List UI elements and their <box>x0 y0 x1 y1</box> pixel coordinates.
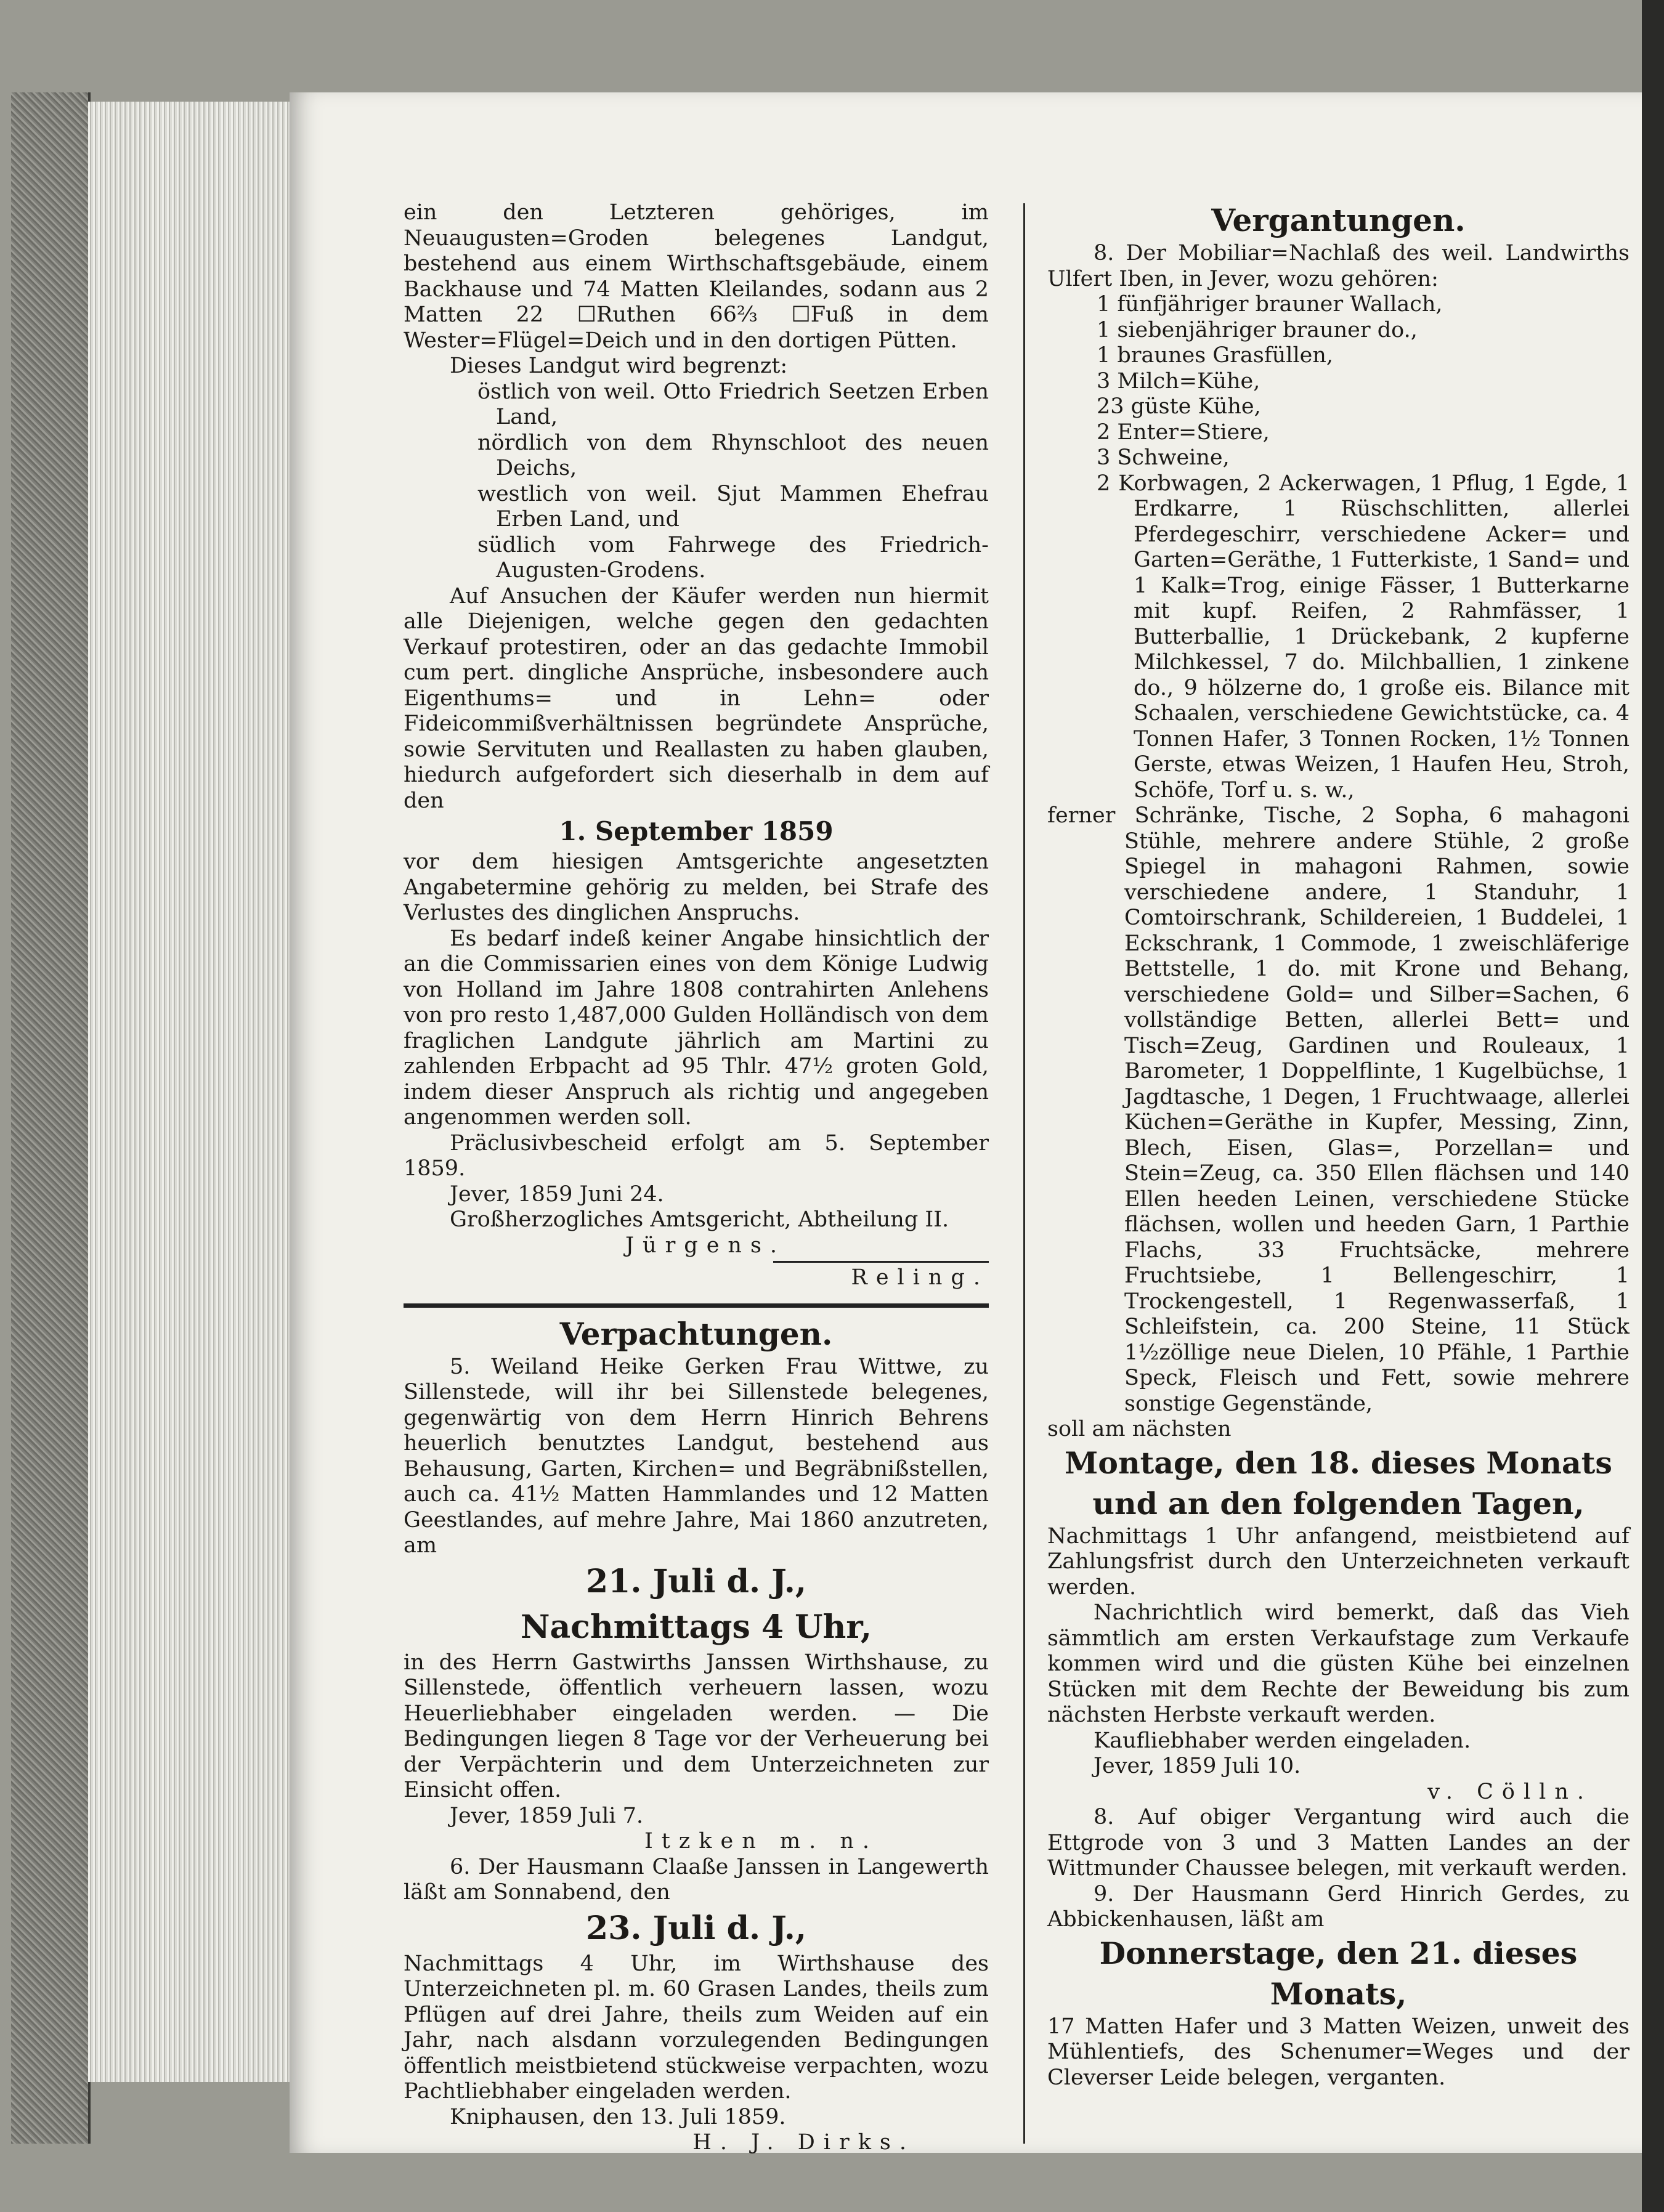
boundary-south: südlich vom Fahrwege des Friedrich-Augusten-Grodens. <box>477 532 989 583</box>
section-divider <box>404 1303 989 1308</box>
right-column <box>1047 200 1630 2091</box>
paragraph: soll am nächsten <box>1047 1417 1232 1441</box>
paragraph: 8. Auf obiger Vergantung wird auch die Ettgrode von 3 und 3 Matten Landes an der Wittmunder Chaussee belegen, mit verkauft werden. <box>1047 1805 1630 1881</box>
section-heading: Verpachtungen. <box>559 1315 833 1352</box>
list-item: 1 fünfjähriger brauner Wallach, <box>1097 292 1443 317</box>
list-item: 3 Schweine, <box>1097 445 1230 470</box>
paragraph: Nachmittags 1 Uhr anfangend, meistbietend auf Zahlungsfrist durch den Unterzeichneten verkauft werden. <box>1047 1523 1630 1600</box>
place-date: Jever, 1859 Juli 7. <box>450 1803 644 1828</box>
paragraph: vor dem hiesigen Amtsgerichte angesetzten Angabetermine gehörig zu melden, bei Strafe des Verlustes des dinglichen Anspruchs. <box>404 849 989 925</box>
left-column <box>404 200 989 2156</box>
date-heading: 21. Juli d. J., <box>586 1562 806 1600</box>
place-date: Jever, 1859 Juni 24. <box>450 1181 664 1207</box>
book-cover <box>11 92 91 2144</box>
date-heading: Donnerstage, den 21. dieses Monats, <box>1099 1935 1578 2012</box>
paragraph: Dieses Landgut wird begrenzt: <box>450 354 788 378</box>
date-heading: 23. Juli d. J., <box>586 1909 806 1947</box>
time-heading: Nachmittags 4 Uhr, <box>520 1608 872 1646</box>
paragraph: 8. Der Mobiliar=Nachlaß des weil. Landwirths Ulfert Iben, in Jever, wozu gehören: <box>1047 241 1630 291</box>
paragraph: ferner Schränke, Tische, 2 Sopha, 6 mahagoni Stühle, mehrere andere Stühle, 2 große Spiegel in mahagoni Rahmen, sowie verschiedene andere, 1 Standuhr, 1 Comtoirschrank, Schildereien, 1 Buddelei, 1 Eckschrank, 1 Commode, 1 zweischläferige Bettstelle, 1 do. mit Krone und Behang, verschiedene Gold= und Silber=Sachen, 6 vollständige Betten, allerlei Bett= und Tisch=Zeug, Gardinen und Rouleaux, 1 Barometer, 1 Doppelflinte, 1 Kugelbüchse, 1 Jagdtasche, 1 Degen, 1 Fruchtwaage, allerlei Küchen=Geräthe in Kupfer, Messing, Zinn, Blech, Eisen, Glas=, Porzellan= und Stein=Zeug, ca. 350 Ellen flächsen und 140 Ellen heeden Leinen, verschiedene Stücke flächsen, wollen und heeden Garn, 1 Parthie Flachs, 33 Fruchtsäcke, mehrere Fruchtsiebe, 1 Bellengeschirr, 1 Trockengestell, 1 Regenwasserfaß, 1 Schleifstein, ca. 200 Steine, 11 Stück 1½zöllige neue Dielen, 10 Pfähle, 1 Parthie Speck, Fleisch und Fett, sowie mehrere sonstige Gegenstände, <box>1047 803 1630 1416</box>
paragraph: ein den Letzteren gehöriges, im Neuaugusten=Groden belegenes Landgut, bestehend aus einem Wirthschaftsgebäude, einem Backhause und 74 Matten Kleilandes, sodann aus 2 Matten 22 ☐Ruthen 66⅔ ☐Fuß in dem Wester=Flügel=Deich und in den dortigen Pütten. <box>404 200 989 353</box>
place-date: Kniphausen, den 13. Juli 1859. <box>450 2104 786 2129</box>
signature: Itzken m. n. <box>644 1829 878 1853</box>
background-edge <box>1642 0 1664 2212</box>
paragraph: 5. Weiland Heike Gerken Frau Wittwe, zu Sillenstede, will ihr bei Sillenstede belegenes, gegenwärtig von dem Herrn Hinrich Behrens heuerlich benutztes Landgut, bestehend aus Behausung, Garten, Kirchen= und Begräbnißstellen, auch ca. 41½ Matten Hammlandes und 12 Matten Geestlandes, auf mehre Jahre, Mai 1860 anzutreten, am <box>404 1354 989 1558</box>
court-name: Großherzogliches Amtsgericht, Abtheilung II. <box>450 1207 949 1232</box>
paragraph: Auf Ansuchen der Käufer werden nun hiermit alle Diejenigen, welche gegen den gedachten Verkauf protestiren, oder an das gedachte Immobil cum pert. dingliche Ansprüche, insbesondere auch Eigenthums= und in Lehn= oder Fideicommißverhältnissen begründete Ansprüche, sowie Servituten und Reallasten zu haben glauben, hiedurch aufgefordert sich dieserhalb in dem auf den <box>404 583 989 813</box>
place-date: Jever, 1859 Juli 10. <box>1094 1754 1301 1778</box>
signature: v. Cölln. <box>1427 1779 1593 1804</box>
list-item: 23 güste Kühe, <box>1097 394 1261 419</box>
paragraph: 17 Matten Hafer und 3 Matten Weizen, unweit des Mühlentiefs, des Schenumer=Weges und der Cleverser Leide belegen, verganten. <box>1047 2014 1630 2090</box>
list-item: 1 braunes Grasfüllen, <box>1097 343 1334 368</box>
boundary-east: östlich von weil. Otto Friedrich Seetzen Erben Land, <box>477 379 989 429</box>
signature-rule <box>773 1261 989 1263</box>
column-divider <box>1023 203 1025 2144</box>
signature: Reling. <box>851 1265 989 1290</box>
list-item: 1 siebenjähriger brauner do., <box>1097 317 1418 342</box>
date-heading: Montage, den 18. dieses Monats <box>1065 1444 1612 1481</box>
paragraph: Nachrichtlich wird bemerkt, daß das Vieh sämmtlich am ersten Verkaufstage zum Verkaufe kommen wird und die güsten Kühe bei einzelnen Stücken mit dem Rechte der Beweidung bis zum nächsten Herbste verkauft werden. <box>1047 1600 1630 1727</box>
paragraph: Präclusivbescheid erfolgt am 5. September 1859. <box>404 1130 989 1181</box>
paragraph: Es bedarf indeß keiner Angabe hinsichtlich der an die Commissarien eines von dem Könige Ludwig von Holland im Jahre 1808 contrahirten Anlehens von pro resto 1,487,000 Gulden Holländisch von dem fraglichen Landgute jährlich am Martini zu zahlenden Erbpacht ad 95 Thlr. 47½ groten Gold, indem dieser Anspruch als richtig und angegeben angenommen werden soll. <box>404 926 989 1130</box>
signature: H. J. Dirks. <box>692 2130 915 2155</box>
boundary-west: westlich von weil. Sjut Mammen Ehefrau Erben Land, und <box>477 481 989 532</box>
signature: Jürgens. <box>625 1233 786 1258</box>
paragraph: Kaufliebhaber werden eingeladen. <box>1094 1728 1471 1753</box>
section-heading: Vergantungen. <box>1211 202 1466 238</box>
paragraph: 9. Der Hausmann Gerd Hinrich Gerdes, zu Abbickenhausen, läßt am <box>1047 1881 1630 1932</box>
list-item: 3 Milch=Kühe, <box>1097 368 1260 394</box>
boundary-north: nördlich von dem Rhynschloot des neuen Deichs, <box>477 430 989 480</box>
paragraph: 6. Der Hausmann Claaße Janssen in Langewerth läßt am Sonnabend, den <box>404 1854 989 1905</box>
paragraph: in des Herrn Gastwirths Janssen Wirthshause, zu Sillenstede, öffentlich verheuern lassen, wozu Heuerliebhaber eingeladen werden. — Die Bedingungen liegen 8 Tage vor der Verheuerung bei der Verpächterin und dem Unterzeichneten zur Einsicht offen. <box>404 1650 989 1802</box>
list-item: 2 Enter=Stiere, <box>1097 419 1270 445</box>
date-heading: und an den folgenden Tagen, <box>1092 1485 1585 1521</box>
page-edges <box>88 102 291 2082</box>
list-item: 2 Korbwagen, 2 Ackerwagen, 1 Pflug, 1 Egde, 1 Erdkarre, 1 Rüschschlitten, allerlei Pferdegeschirr, verschiedene Acker= und Garten=Geräthe, 1 Futterkiste, 1 Sand= und 1 Kalk=Trog, einige Fässer, 1 Butterkarne mit kupf. Reifen, 2 Rahmfässer, 1 Butterballie, 1 Drückebank, 2 kupferne Milchkessel, 7 do. Milchballien, 1 zinkene do., 9 hölzerne do, 1 große eis. Bilance mit Schaalen, verschiedene Gewichtstücke, ca. 4 Tonnen Hafer, 3 Tonnen Rocken, 1½ Tonnen Gerste, etwas Weizen, 1 Haufen Heu, Stroh, Schöfe, Torf u. s. w., <box>1097 471 1630 803</box>
paragraph: Nachmittags 4 Uhr, im Wirthshause des Unterzeichneten pl. m. 60 Grasen Landes, theils zum Pflügen auf drei Jahre, theils zum Weiden auf ein Jahr, nach alsdann vorzulegenden Bedingungen öffentlich meistbietend stückweise verpachten, wozu Pachtliebhaber eingeladen werden. <box>404 1951 989 2104</box>
date-heading: 1. September 1859 <box>559 816 834 846</box>
